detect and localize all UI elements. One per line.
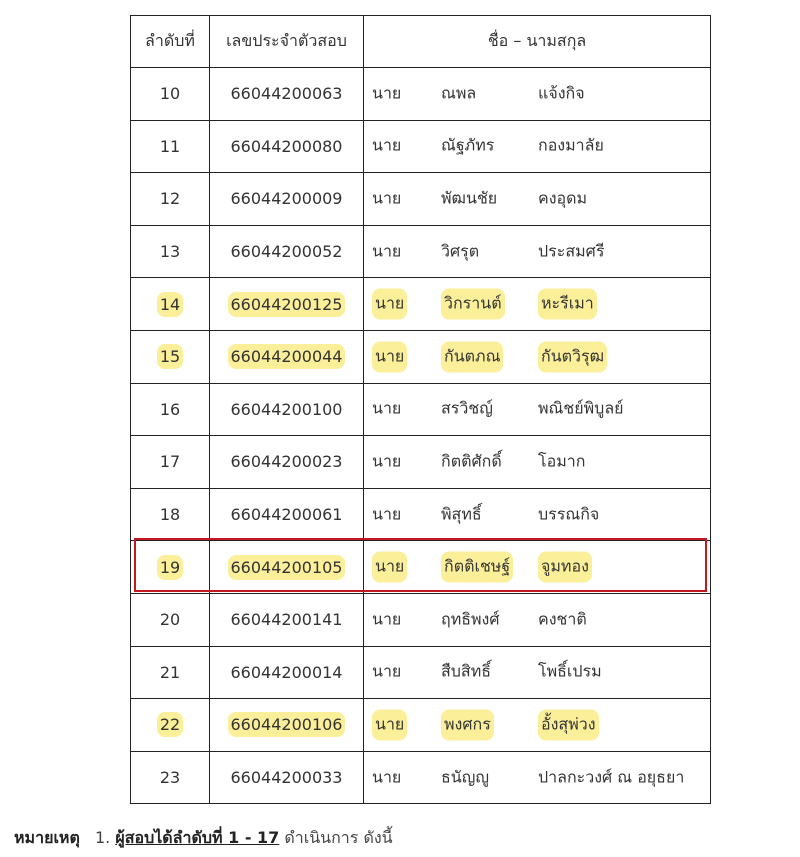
cell-exam-id: [210, 751, 364, 804]
name-title-text: นาย: [372, 135, 402, 155]
remark-line: [14, 826, 393, 851]
last-name-text: คงอุดม: [538, 188, 588, 208]
exam-id-text: 66044200125: [228, 292, 346, 317]
cell-order-number: [131, 646, 210, 699]
order-number-text: 14: [157, 292, 183, 317]
cell-exam-id: [210, 436, 364, 489]
cell-order-number: [131, 68, 210, 121]
last-name-text: โพธิ์เปรม: [538, 661, 602, 681]
remark-label: หมายเหตุ: [14, 828, 80, 847]
cell-exam-id: [210, 173, 364, 226]
order-number-text: 10: [159, 84, 181, 104]
cell-exam-id: [210, 120, 364, 173]
exam-id-text: 66044200100: [230, 399, 343, 419]
exam-id-text: 66044200061: [230, 505, 343, 525]
order-number-text: 11: [159, 136, 181, 156]
order-number-text: 15: [157, 344, 183, 369]
table-header-row: [131, 16, 711, 68]
exam-id-text: 66044200052: [230, 242, 343, 262]
order-number-text: 22: [157, 712, 183, 737]
exam-id-text: 66044200044: [228, 344, 346, 369]
exam-id-text: 66044200080: [230, 136, 343, 156]
cell-full-name: [364, 68, 711, 121]
first-name-text: ธนัญญู: [441, 767, 489, 787]
cell-exam-id: [210, 330, 364, 383]
table-body: [131, 68, 711, 804]
last-name-text: แจ้งกิจ: [538, 83, 585, 103]
cell-order-number: [131, 751, 210, 804]
remark-rest-text: ดำเนินการ ดังนี้: [284, 828, 393, 847]
order-number-text: 23: [159, 768, 181, 788]
order-number-text: 21: [159, 662, 181, 682]
exam-id-text: 66044200014: [230, 662, 343, 682]
name-title-text: นาย: [372, 504, 402, 524]
first-name-text: พัฒนชัย: [441, 188, 498, 208]
cell-order-number: [131, 173, 210, 226]
name-title-text: นาย: [372, 609, 402, 629]
order-number-text: 18: [159, 505, 181, 525]
table-row: [131, 751, 711, 804]
last-name-text: บรรณกิจ: [538, 504, 600, 524]
exam-id-text: 66044200141: [230, 610, 343, 630]
table-row: [131, 436, 711, 489]
cell-exam-id: [210, 68, 364, 121]
table-row: [131, 383, 711, 436]
table-row: [131, 278, 711, 331]
order-number-text: 19: [157, 555, 183, 580]
cell-exam-id: [210, 541, 364, 594]
cell-full-name: [364, 593, 711, 646]
header-full-name: ชื่อ – นามสกุล: [364, 16, 711, 68]
cell-order-number: [131, 330, 210, 383]
cell-order-number: [131, 278, 210, 331]
cell-full-name: [364, 278, 711, 331]
last-name-text: พณิชย์พิบูลย์: [538, 398, 624, 418]
first-name-text: กิตติเชษฐ์: [441, 552, 513, 583]
cell-full-name: [364, 699, 711, 752]
cell-exam-id: [210, 488, 364, 541]
exam-id-text: 66044200023: [230, 452, 343, 472]
name-title-text: นาย: [372, 451, 402, 471]
last-name-text: จูมทอง: [538, 552, 592, 583]
order-number-text: 20: [159, 610, 181, 630]
name-title-text: นาย: [372, 83, 402, 103]
exam-id-text: 66044200009: [230, 189, 343, 209]
cell-full-name: [364, 120, 711, 173]
cell-full-name: [364, 173, 711, 226]
cell-full-name: [364, 383, 711, 436]
cell-exam-id: [210, 383, 364, 436]
table-row: [131, 541, 711, 594]
table-row: [131, 173, 711, 226]
roster-sheet: [130, 15, 710, 804]
first-name-text: สรวิชญ์: [441, 398, 493, 418]
first-name-text: กันตภณ: [441, 341, 503, 372]
cell-order-number: [131, 488, 210, 541]
name-title-text: นาย: [372, 341, 407, 372]
cell-full-name: [364, 541, 711, 594]
cell-exam-id: [210, 225, 364, 278]
exam-roster-table: [130, 15, 711, 804]
name-title-text: นาย: [372, 398, 402, 418]
cell-order-number: [131, 225, 210, 278]
cell-full-name: [364, 751, 711, 804]
cell-order-number: [131, 383, 210, 436]
last-name-text: ปาลกะวงศ์ ณ อยุธยา: [538, 767, 685, 787]
cell-order-number: [131, 120, 210, 173]
order-number-text: 12: [159, 189, 181, 209]
table-row: [131, 699, 711, 752]
name-title-text: นาย: [372, 709, 407, 740]
cell-exam-id: [210, 278, 364, 331]
first-name-text: ณัฐภัทร: [441, 135, 495, 155]
cell-full-name: [364, 488, 711, 541]
name-title-text: นาย: [372, 289, 407, 320]
last-name-text: กันตวิรุฒ: [538, 341, 607, 372]
name-title-text: นาย: [372, 241, 402, 261]
table-row: [131, 68, 711, 121]
table-row: [131, 593, 711, 646]
table-row: [131, 488, 711, 541]
order-number-text: 16: [159, 399, 181, 419]
last-name-text: กองมาลัย: [538, 135, 604, 155]
name-title-text: นาย: [372, 767, 402, 787]
first-name-text: ณพล: [441, 83, 477, 103]
cell-exam-id: [210, 699, 364, 752]
exam-id-text: 66044200063: [230, 84, 343, 104]
first-name-text: พงศกร: [441, 709, 494, 740]
first-name-text: กิตติศักดิ์: [441, 451, 502, 471]
table-row: [131, 330, 711, 383]
cell-full-name: [364, 646, 711, 699]
exam-id-text: 66044200033: [230, 768, 343, 788]
cell-order-number: [131, 541, 210, 594]
cell-full-name: [364, 436, 711, 489]
first-name-text: สืบสิทธิ์: [441, 661, 491, 681]
order-number-text: 13: [159, 242, 181, 262]
cell-order-number: [131, 699, 210, 752]
order-number-text: 17: [159, 452, 181, 472]
cell-order-number: [131, 436, 210, 489]
cell-full-name: [364, 330, 711, 383]
cell-full-name: [364, 225, 711, 278]
first-name-text: วิศรุต: [441, 241, 480, 261]
first-name-text: วิกรานต์: [441, 289, 505, 320]
header-order-number: ลำดับที่: [131, 16, 210, 68]
last-name-text: อั้งสุพ่วง: [538, 709, 599, 740]
cell-order-number: [131, 593, 210, 646]
exam-id-text: 66044200106: [228, 712, 346, 737]
last-name-text: คงชาติ: [538, 609, 587, 629]
table-row: [131, 646, 711, 699]
name-title-text: นาย: [372, 552, 407, 583]
first-name-text: พิสุทธิ์: [441, 504, 482, 524]
remark-bold-text: ผู้สอบได้ลำดับที่ 1 - 17: [115, 828, 280, 847]
remark-number: 1.: [94, 828, 111, 847]
name-title-text: นาย: [372, 661, 402, 681]
table-row: [131, 225, 711, 278]
cell-exam-id: [210, 646, 364, 699]
exam-id-text: 66044200105: [228, 555, 346, 580]
name-title-text: นาย: [372, 188, 402, 208]
table-row: [131, 120, 711, 173]
first-name-text: ฤทธิพงศ์: [441, 609, 500, 629]
last-name-text: หะรีเมา: [538, 289, 597, 320]
last-name-text: ประสมศรี: [538, 241, 605, 261]
last-name-text: โอมาก: [538, 451, 586, 471]
cell-exam-id: [210, 593, 364, 646]
header-exam-id: เลขประจำตัวสอบ: [210, 16, 364, 68]
